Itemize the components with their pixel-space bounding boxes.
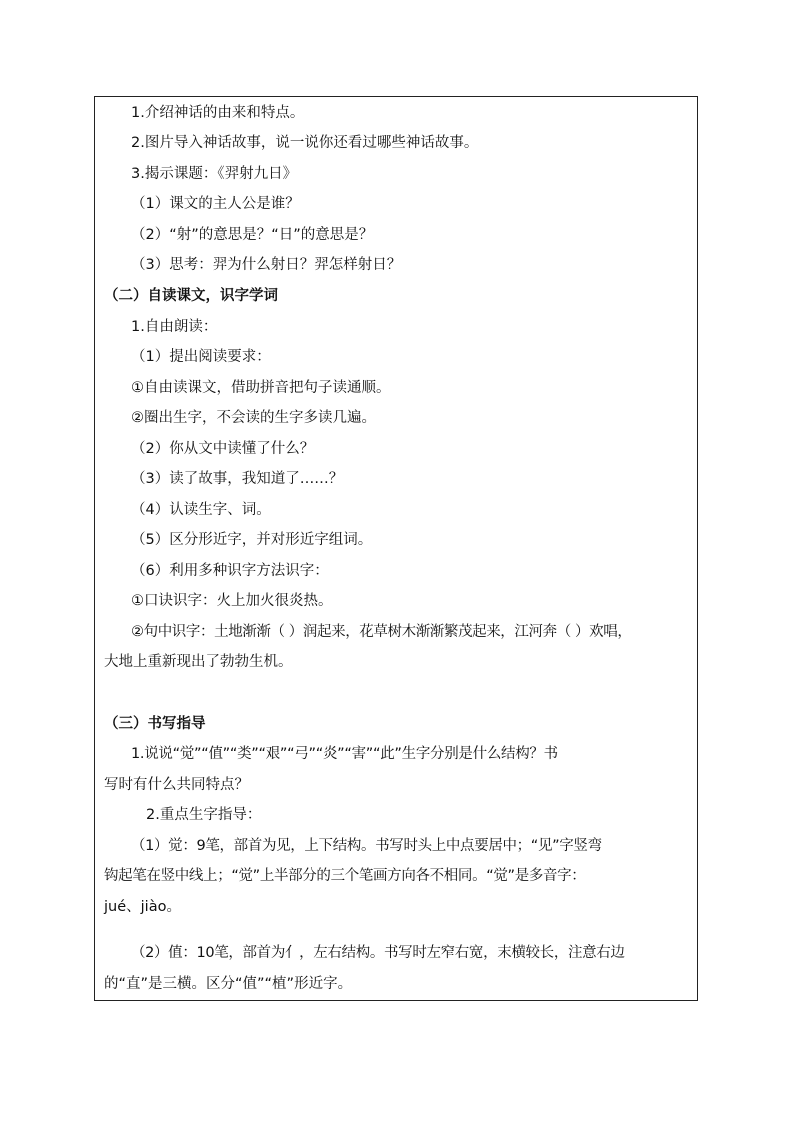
char-jue-line-1: （1）觉：9笔，部首为见，上下结构。书写时头上中点要居中；“见”字竖弯 bbox=[131, 838, 602, 854]
reading-task-6: （6）利用多种识字方法识字： bbox=[131, 563, 329, 579]
method-2: ②句中识字：土地渐渐（ ）润起来，花草树木渐渐繁茂起来，江河奔（ ）欢唱， bbox=[131, 624, 632, 640]
char-jue-pinyin: jué、jiào。 bbox=[104, 899, 181, 915]
method-2-continued: 大地上重新现出了勃勃生机。 bbox=[104, 654, 293, 670]
question-1: （1）课文的主人公是谁？ bbox=[131, 196, 300, 212]
section-heading-3: （三）书写指导 bbox=[104, 716, 206, 732]
writing-item-1-continued: 写时有什么共同特点？ bbox=[104, 777, 249, 793]
char-zhi-line-2: 的“直”是三横。区分“值”“植”形近字。 bbox=[104, 976, 353, 992]
free-reading: 1.自由朗读： bbox=[131, 319, 218, 335]
question-2: （2）“射”的意思是？“日”的意思是？ bbox=[131, 227, 374, 243]
reading-task-3: （3）读了故事，我知道了……？ bbox=[131, 471, 344, 487]
requirement-2: ②圈出生字，不会读的生字多读几遍。 bbox=[131, 410, 376, 426]
section-heading-2: （二）自读课文，识字学词 bbox=[104, 288, 278, 304]
writing-item-1: 1.说说“觉”“值”“类”“艰”“弓”“炎”“害”“此”生字分别是什么结构？书 bbox=[131, 746, 558, 762]
requirement-1: ①自由读课文，借助拼音把句子读通顺。 bbox=[131, 380, 391, 396]
reading-task-4: （4）认读生字、词。 bbox=[131, 502, 271, 518]
writing-item-2: 2.重点生字指导： bbox=[146, 807, 262, 823]
intro-item-2: 2.图片导入神话故事，说一说你还看过哪些神话故事。 bbox=[131, 135, 479, 151]
method-1: ①口诀识字：火上加火很炎热。 bbox=[131, 593, 333, 609]
reading-task-5: （5）区分形近字，并对形近字组词。 bbox=[131, 532, 373, 548]
char-jue-line-2: 钩起笔在竖中线上；“觉”上半部分的三个笔画方向各不相同。“觉”是多音字： bbox=[104, 868, 586, 884]
question-3: （3）思考：羿为什么射日？羿怎样射日？ bbox=[131, 257, 402, 273]
reading-task-2: （2）你从文中读懂了什么？ bbox=[131, 441, 315, 457]
char-zhi-line-1: （2）值：10笔，部首为亻，左右结构。书写时左窄右宽，末横较长，注意右边 bbox=[131, 945, 625, 961]
reading-requirements: （1）提出阅读要求： bbox=[131, 349, 271, 365]
intro-item-3: 3.揭示课题：《羿射九日》 bbox=[131, 166, 298, 182]
intro-item-1: 1.介绍神话的由来和特点。 bbox=[131, 105, 305, 121]
